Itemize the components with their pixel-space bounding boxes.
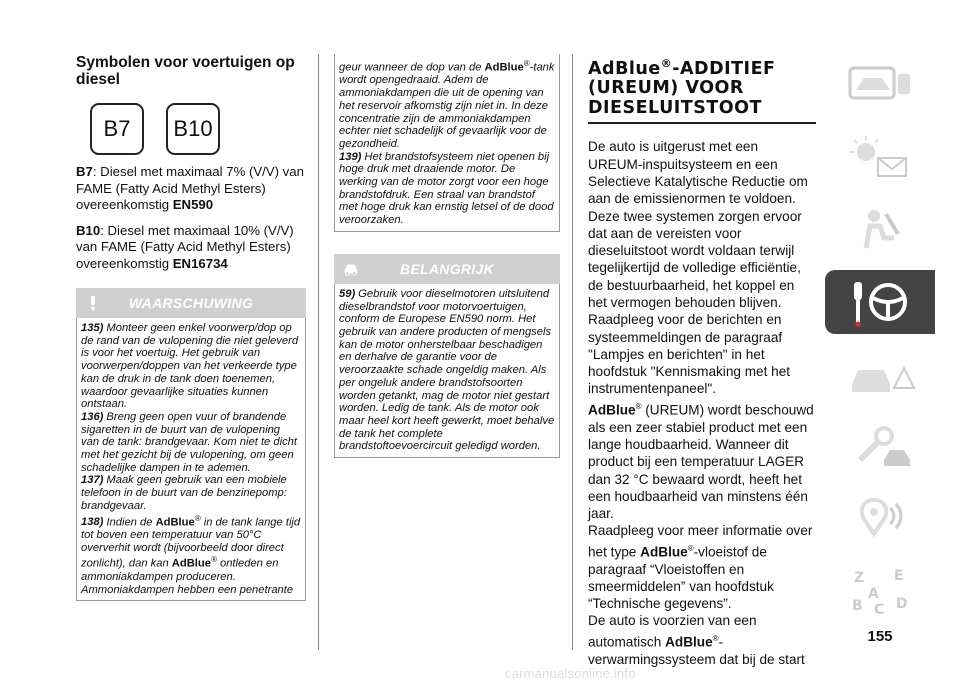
car-dashboard-icon bbox=[844, 60, 916, 112]
chapter-tab-lights-messages[interactable] bbox=[825, 126, 935, 190]
warning-notes-continued bbox=[334, 54, 560, 232]
key-steering-wheel-icon bbox=[844, 276, 916, 328]
column-1 bbox=[76, 54, 306, 601]
chapter-tab-index[interactable] bbox=[825, 558, 935, 622]
chapter-tab-multimedia[interactable] bbox=[825, 486, 935, 550]
paragraph-6: De auto is voorzien van een automatisch AdBlue®-verwarmingssysteem dat bij de start bbox=[588, 613, 805, 667]
paragraph-3: Raadpleeg voor de berichten en systeemmeldingen de paragraaf "Lampjes en berichten" in het hoofdstuk "Kennismaking met het instrumentenpaneel". bbox=[588, 312, 791, 397]
person-airbag-icon bbox=[844, 204, 916, 256]
note-136: 136) Breng geen open vuur of brandende sigaretten in de buurt van de vulopening van de tank: brandgevaar. Kom niet te dicht met het gezicht bij de vulopening, om geen schadelijke dampen in te ademen. bbox=[81, 410, 298, 474]
svg-text:E: E bbox=[894, 568, 904, 584]
paragraph-1: De auto is uitgerust met een UREUM-inspuitsysteem en een Selectieve Katalytische Reductie om aan de emissienormen te voldoen. bbox=[588, 139, 808, 207]
b7-description: B7: Diesel met maximaal 7% (V/V) van FAME (Fatty Acid Methyl Esters) overeenkomstig EN590 bbox=[76, 164, 304, 212]
car-warning-icon bbox=[844, 348, 916, 400]
note-137: 137) Maak geen gebruik van een mobiele telefoon in de buurt van de benzinepomp: brandgevaar. bbox=[81, 474, 287, 512]
watermark: carmanualsonline.info bbox=[505, 666, 636, 681]
warning-notes bbox=[76, 318, 306, 601]
section-heading-adblue: AdBlue®-ADDITIEF (UREUM) VOOR DIESELUITSTOOT bbox=[588, 57, 776, 118]
chapter-tab-dashboard[interactable] bbox=[825, 54, 935, 118]
svg-text:C: C bbox=[874, 602, 885, 616]
note-59: 59) Gebruik voor dieselmotoren uitsluitend dieselbrandstof voor motorvoertuigen, conform de Europese EN590 norm. Het gebruik van andere producten of mengsels kan de motor onherstelbaar beschadigen en derhalve de garantie voor de veroorzaakte schade ongeldig maken. Als per ongeluk andere brandstofsoorten worden getankt, mag de motor niet gestart worden. Ledig de tank. Als de motor ook maar heel kort heeft gewerkt, moet behalve de tank het complete brandstoftoevoercircuit geledigd worden. bbox=[339, 287, 555, 453]
paragraph-4: AdBlue® (UREUM) wordt beschouwd als een zeer stabiel product met een lange houdbaarheid. Wanneer dit product bij een temperatuur LAGER dan 32 °C bewaard wordt, heeft het een houdbaarheid van minstens één jaar. bbox=[588, 401, 814, 522]
fuel-badge-b10: B10 bbox=[166, 103, 220, 155]
page-number: 155 bbox=[867, 628, 893, 645]
gps-nav-icon bbox=[844, 492, 916, 544]
fuel-badge-b7: B7 bbox=[90, 103, 144, 155]
important-notes bbox=[334, 284, 560, 458]
paragraph-2: Deze twee systemen zorgen ervoor dat aan de vereisten voor dieseluitstoot wordt voldaan terwijl tegelijkertijd de volledige efficiëntie, de bestuurbaarheid, het koppel en het vermogen behouden blijven. bbox=[588, 208, 802, 310]
important-banner bbox=[334, 254, 560, 284]
column-divider-1 bbox=[318, 54, 319, 650]
chapter-sidebar bbox=[825, 54, 935, 630]
svg-text:Z: Z bbox=[854, 570, 865, 586]
chapter-tab-starting-driving[interactable] bbox=[825, 270, 935, 334]
note-138: 138) Indien de AdBlue® in de tank lange tijd tot boven een temperatuur van 50°C oververhit wordt (bijvoorbeeld door direct zonlicht), dan kan AdBlue® ontleden en ammoniakdampen produceren. Ammoniakdampen hebben een penetrante bbox=[81, 513, 301, 596]
warning-label: WAARSCHUWING bbox=[128, 295, 254, 311]
sun-mail-icon bbox=[844, 132, 916, 184]
note-135: 135) Monteer geen enkel voorwerp/dop op de rand van de vulopening die niet geleverd is voor het voertuig. Het gebruik van voorwerpen/doppen van het verkeerde type kan de druk in de tank doen toenemen, waardoor gevaarlijke situaties kunnen ontstaan. bbox=[81, 322, 299, 411]
note-139: 139) Het brandstofsysteem niet openen bij hoge druk met draaiende motor. De werking van de motor zorgt voor een hoge brandstofdruk. Een straal van brandstof met hoge druk kan ernstig letsel of de dood veroorzaken. bbox=[339, 150, 554, 227]
column-divider-2 bbox=[572, 54, 573, 650]
paragraph-5: Raadpleeg voor meer informatie over het type AdBlue®-vloeistof de paragraaf “Vloeistoffen en smeermiddelen” van hoofdstuk “Technische gegevens”. bbox=[588, 523, 813, 612]
column-2 bbox=[334, 54, 560, 458]
wrench-car-icon bbox=[844, 420, 916, 472]
fuel-badges bbox=[90, 103, 306, 155]
chapter-tab-safety[interactable] bbox=[825, 198, 935, 262]
section-title-diesel-symbols: Symbolen voor voertuigen op diesel bbox=[76, 54, 295, 88]
chapter-tab-maintenance[interactable] bbox=[825, 414, 935, 478]
svg-text:B: B bbox=[852, 598, 863, 614]
b10-description: B10: Diesel met maximaal 10% (V/V) van FAME (Fatty Acid Methyl Esters) overeenkomstig EN16734 bbox=[76, 222, 294, 271]
chapter-tab-emergency[interactable] bbox=[825, 342, 935, 406]
adblue-body bbox=[588, 138, 816, 668]
alphabet-index-icon bbox=[844, 564, 916, 616]
warning-banner bbox=[76, 288, 306, 318]
svg-text:D: D bbox=[896, 596, 908, 612]
note-138-continued: geur wanneer de dop van de AdBlue®-tank wordt opengedraaid. Adem de ammoniakdampen die uit de opening van het reservoir afkomstig zijn niet in. In deze concentratie zijn de ammoniakdampen echter niet schadelijk of gevaarlijk voor de gezondheid. bbox=[339, 59, 555, 150]
important-label: BELANGRIJK bbox=[399, 260, 494, 277]
svg-text:A: A bbox=[868, 586, 879, 602]
column-3 bbox=[588, 54, 816, 668]
heading-underline bbox=[588, 122, 816, 124]
